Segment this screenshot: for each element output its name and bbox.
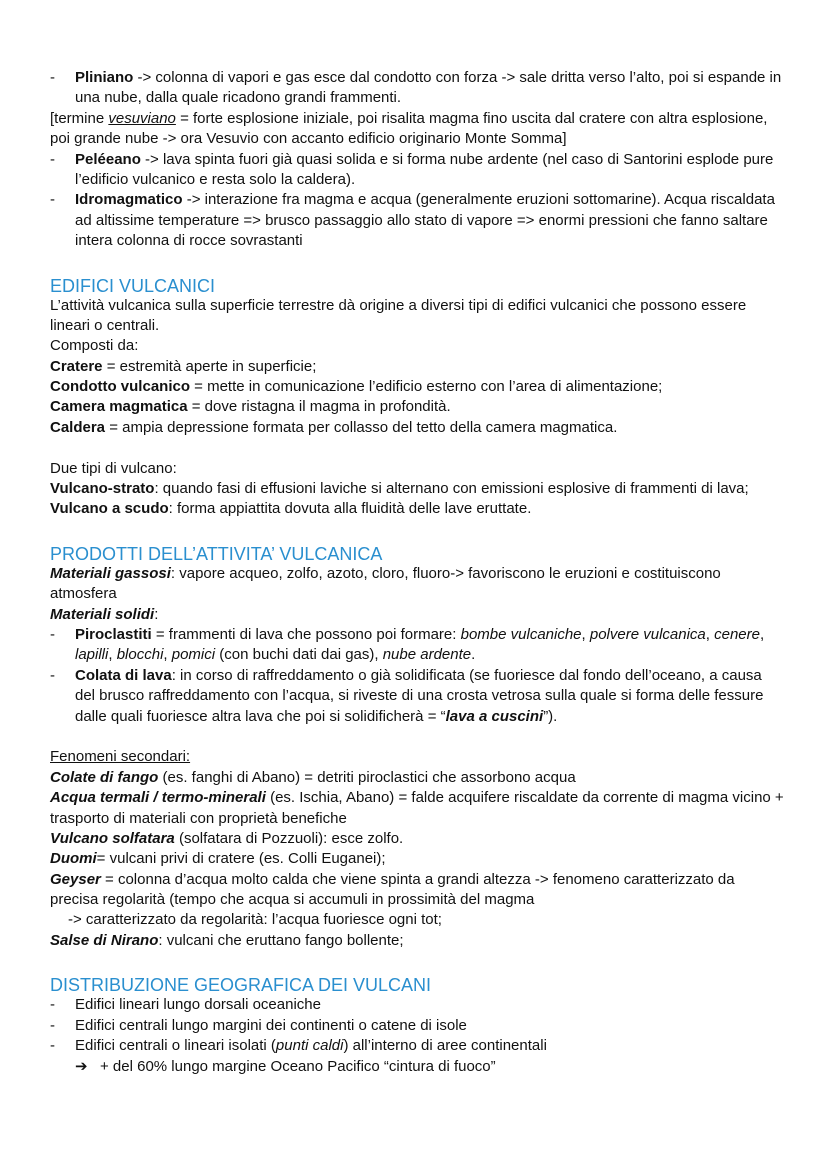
list-item-pliniano [50, 68, 820, 88]
spacer [50, 727, 820, 747]
definition-text: : quando fasi di effusioni laviche si alternano con emissioni esplosive di frammenti di lava; [154, 480, 749, 498]
fenomeno-vulcano-solfatara [50, 829, 820, 849]
idromagmatico-description-cont [50, 231, 820, 251]
example-cenere: cenere [714, 625, 760, 643]
peleeano-description: -> lava spinta fuori già quasi solida e si forma nube ardente (nel caso di Santorini esplode pure [140, 150, 774, 168]
peleeano-description-cont [50, 170, 820, 190]
peleeano-description-line2: l’edificio vulcanico e resta solo la caldera). [75, 170, 356, 188]
definition-camera [50, 397, 820, 417]
term-vulcano-solfatara: Vulcano solfatara [50, 829, 175, 847]
idromagmatico-description-cont [50, 211, 820, 231]
fenomeno-note-text: -> caratterizzato da regolarità: l’acqua fuoriesce ogni tot; [68, 911, 442, 929]
list-dash: - [50, 625, 55, 643]
example-bombe-vulcaniche: bombe vulcaniche [460, 625, 582, 643]
edifici-intro [50, 296, 820, 316]
colata-text: : in corso di raffreddamento o già solidificata (se fuoriesce dal fondo dell’oceano, a causa [171, 666, 762, 684]
definition-cratere [50, 357, 820, 377]
pliniano-description-cont [50, 88, 820, 108]
fenomeno-salse-di-nirano [50, 931, 820, 951]
piroclastiti-cont [50, 645, 820, 665]
spacer [50, 438, 820, 458]
definition-condotto [50, 377, 820, 397]
term-duomi: Duomi [50, 850, 97, 868]
definition-text: : forma appiattita dovuta alla fluidità delle lave eruttate. [168, 500, 532, 518]
idromagmatico-description-line3: intera colonna di rocce sovrastanti [75, 232, 303, 250]
term-vulcano-strato: Vulcano-strato [50, 480, 155, 498]
fenomeno-text-line2: trasporto di materiali con proprietà benefiche [50, 809, 347, 827]
definition-caldera [50, 418, 820, 438]
term-punti-caldi: punti caldi [275, 1037, 344, 1055]
fenomeno-acqua-termali [50, 788, 820, 808]
example-lapilli: lapilli [75, 646, 109, 664]
vesuviano-note-text: = forte esplosione iniziale, poi risalita magma fino uscita dal cratere con altra esplosione, [175, 109, 768, 127]
heading-prodotti-attivita-vulcanica: PRODOTTI DELL’ATTIVITA’ VULCANICA [50, 543, 383, 564]
colata-text-line2: del brusco raffreddamento con l’acqua, si riveste di una crosta vetrosa sulla quale si forma delle fessure [75, 687, 764, 705]
piroclastiti-text: = frammenti di lava che possono poi formare: [151, 625, 461, 643]
idromagmatico-description-line2: ad altissime temperature => brusco passaggio allo stato di vapore => enormi pressioni che fanno saltare [75, 211, 768, 229]
conclusion-text: + del 60% lungo margine Oceano Pacifico “cintura di fuoco” [100, 1058, 496, 1076]
colata-text-line3: dalle quali fuoriesce altra lava che poi si solidificherà = “ [75, 707, 446, 725]
types-label-text: Due tipi di vulcano: [50, 459, 177, 477]
pomici-note: (con buchi dati dai gas), [215, 646, 383, 664]
separator: , [163, 646, 172, 664]
arrow-right-icon: ➔ [75, 1057, 88, 1076]
document-page [50, 68, 820, 1077]
edifici-intro-cont [50, 316, 820, 336]
fenomeno-duomi [50, 849, 820, 869]
definition-text: = estremità aperte in superficie; [102, 357, 317, 375]
separator: , [581, 625, 590, 643]
vesuviano-note-line2: poi grande nube -> ora Vesuvio con accanto edificio originario Monte Somma] [50, 130, 567, 148]
term-colate-di-fango: Colate di fango [50, 768, 159, 786]
vesuviano-note-cont [50, 129, 820, 149]
fenomeno-text: (es. fanghi di Abano) = detriti piroclastici che assorbono acqua [158, 768, 576, 786]
composed-label-text: Composti da: [50, 337, 139, 355]
term-pliniano: Pliniano [75, 69, 134, 86]
fenomeno-geyser [50, 870, 820, 890]
list-dash: - [50, 1016, 55, 1034]
separator: , [108, 646, 117, 664]
list-item-distribuzione [50, 995, 820, 1015]
definition-text: = ampia depressione formata per collasso del tetto della camera magmatica. [105, 418, 618, 436]
fenomeno-geyser-cont [50, 890, 820, 910]
composed-label [50, 336, 820, 356]
piroclastiti-end: . [471, 646, 476, 664]
list-item-distribuzione [50, 1016, 820, 1036]
example-blocchi: blocchi [116, 646, 164, 664]
distribuzione-text: Edifici centrali lungo margini dei continenti o catene di isole [75, 1016, 467, 1034]
materiali-gassosi-text: : vapore acqueo, zolfo, azoto, cloro, fluoro-> favoriscono le eruzioni e costituiscono [170, 564, 721, 582]
term-vesuviano: vesuviano [108, 109, 176, 127]
term-lava-a-cuscini: lava a cuscini [445, 707, 544, 725]
type-vulcano-strato [50, 479, 820, 499]
distribuzione-conclusion [50, 1056, 820, 1076]
pliniano-description-line2: una nube, dalla quale ricadono grandi frammenti. [75, 89, 402, 107]
separator: , [705, 625, 715, 643]
term-materiali-solidi: Materiali solidi [50, 605, 155, 623]
vesuviano-note [50, 109, 820, 129]
idromagmatico-description: -> interazione fra magma e acqua (generalmente eruzioni sottomarine). Acqua riscaldata [182, 191, 775, 209]
materiali-solidi-colon: : [154, 605, 159, 623]
edifici-intro-line2: lineari o centrali. [50, 316, 160, 334]
fenomeno-text-line2: precisa regolarità (tempo che acqua si accumuli in prossimità del magma [50, 891, 535, 909]
colata-cont [50, 707, 820, 727]
vesuviano-note-open: [termine [50, 109, 109, 127]
distribuzione-text: Edifici lineari lungo dorsali oceaniche [75, 996, 321, 1014]
distribuzione-text: Edifici centrali o lineari isolati ( [75, 1037, 276, 1055]
heading-distribuzione-geografica: DISTRIBUZIONE GEOGRAFICA DEI VULCANI [50, 975, 432, 996]
term-materiali-gassosi: Materiali gassosi [50, 564, 171, 582]
types-label [50, 459, 820, 479]
list-item-colata-di-lava [50, 666, 820, 686]
example-nube-ardente: nube ardente [382, 646, 472, 664]
fenomeni-secondari-title [50, 747, 820, 767]
fenomeno-text: (es. Ischia, Abano) = falde acquifere riscaldate da corrente di magma vicino + [265, 789, 784, 807]
materiali-gassosi-line2: atmosfera [50, 585, 117, 603]
example-polvere-vulcanica: polvere vulcanica [589, 625, 706, 643]
list-dash: - [50, 69, 55, 86]
fenomeno-text: = colonna d’acqua molto calda che viene spinta a grandi altezza -> fenomeno caratterizzato da [100, 870, 735, 888]
list-dash: - [50, 666, 55, 684]
materiali-gassosi-cont [50, 584, 820, 604]
list-dash: - [50, 191, 55, 209]
fenomeno-text: = vulcani privi di cratere (es. Colli Euganei); [96, 850, 386, 868]
list-dash: - [50, 150, 55, 168]
term-geyser: Geyser [50, 870, 101, 888]
list-dash: - [50, 996, 55, 1014]
fenomeno-acqua-termali-cont [50, 809, 820, 829]
fenomeno-text: (solfatara di Pozzuoli): esce zolfo. [174, 829, 404, 847]
term-condotto-vulcanico: Condotto vulcanico [50, 378, 190, 396]
colata-text-end: ”). [543, 707, 558, 725]
list-item-distribuzione [50, 1036, 820, 1056]
term-camera-magmatica: Camera magmatica [50, 398, 188, 416]
list-dash: - [50, 1037, 55, 1055]
list-item-idromagmatico [50, 190, 820, 210]
fenomeni-secondari-title-text: Fenomeni secondari: [50, 748, 191, 766]
fenomeno-text: : vulcani che eruttano fango bollente; [158, 931, 404, 949]
heading-edifici-vulcanici: EDIFICI VULCANICI [50, 275, 216, 296]
term-peleeano: Peléeano [75, 150, 141, 168]
fenomeno-geyser-note [50, 910, 820, 930]
type-vulcano-a-scudo [50, 499, 820, 519]
pliniano-description: -> colonna di vapori e gas esce dal condotto con forza -> sale dritta verso l’alto, poi si espande in [133, 69, 782, 86]
colata-cont [50, 686, 820, 706]
list-item-piroclastiti [50, 625, 820, 645]
term-vulcano-a-scudo: Vulcano a scudo [50, 500, 169, 518]
definition-text: = mette in comunicazione l’edificio esterno con l’area di alimentazione; [190, 378, 663, 396]
edifici-intro-line1: L’attività vulcanica sulla superficie terrestre dà origine a diversi tipi di edifici vulcanici che possono essere [50, 296, 747, 314]
definition-text: = dove ristagna il magma in profondità. [187, 398, 451, 416]
term-salse-di-nirano: Salse di Nirano [50, 931, 159, 949]
distribuzione-text-end: ) all’interno di aree continentali [343, 1037, 547, 1055]
materiali-solidi [50, 605, 820, 625]
term-acqua-termali: Acqua termali / termo-minerali [50, 789, 266, 807]
materiali-gassosi [50, 564, 820, 584]
term-caldera: Caldera [50, 418, 106, 436]
term-idromagmatico: Idromagmatico [75, 191, 183, 209]
example-pomici: pomici [171, 646, 216, 664]
term-piroclastiti: Piroclastiti [75, 625, 152, 643]
term-cratere: Cratere [50, 357, 103, 375]
term-colata-di-lava: Colata di lava [75, 666, 172, 684]
separator: , [760, 625, 765, 643]
fenomeno-colate-di-fango [50, 768, 820, 788]
list-item-peleeano [50, 150, 820, 170]
